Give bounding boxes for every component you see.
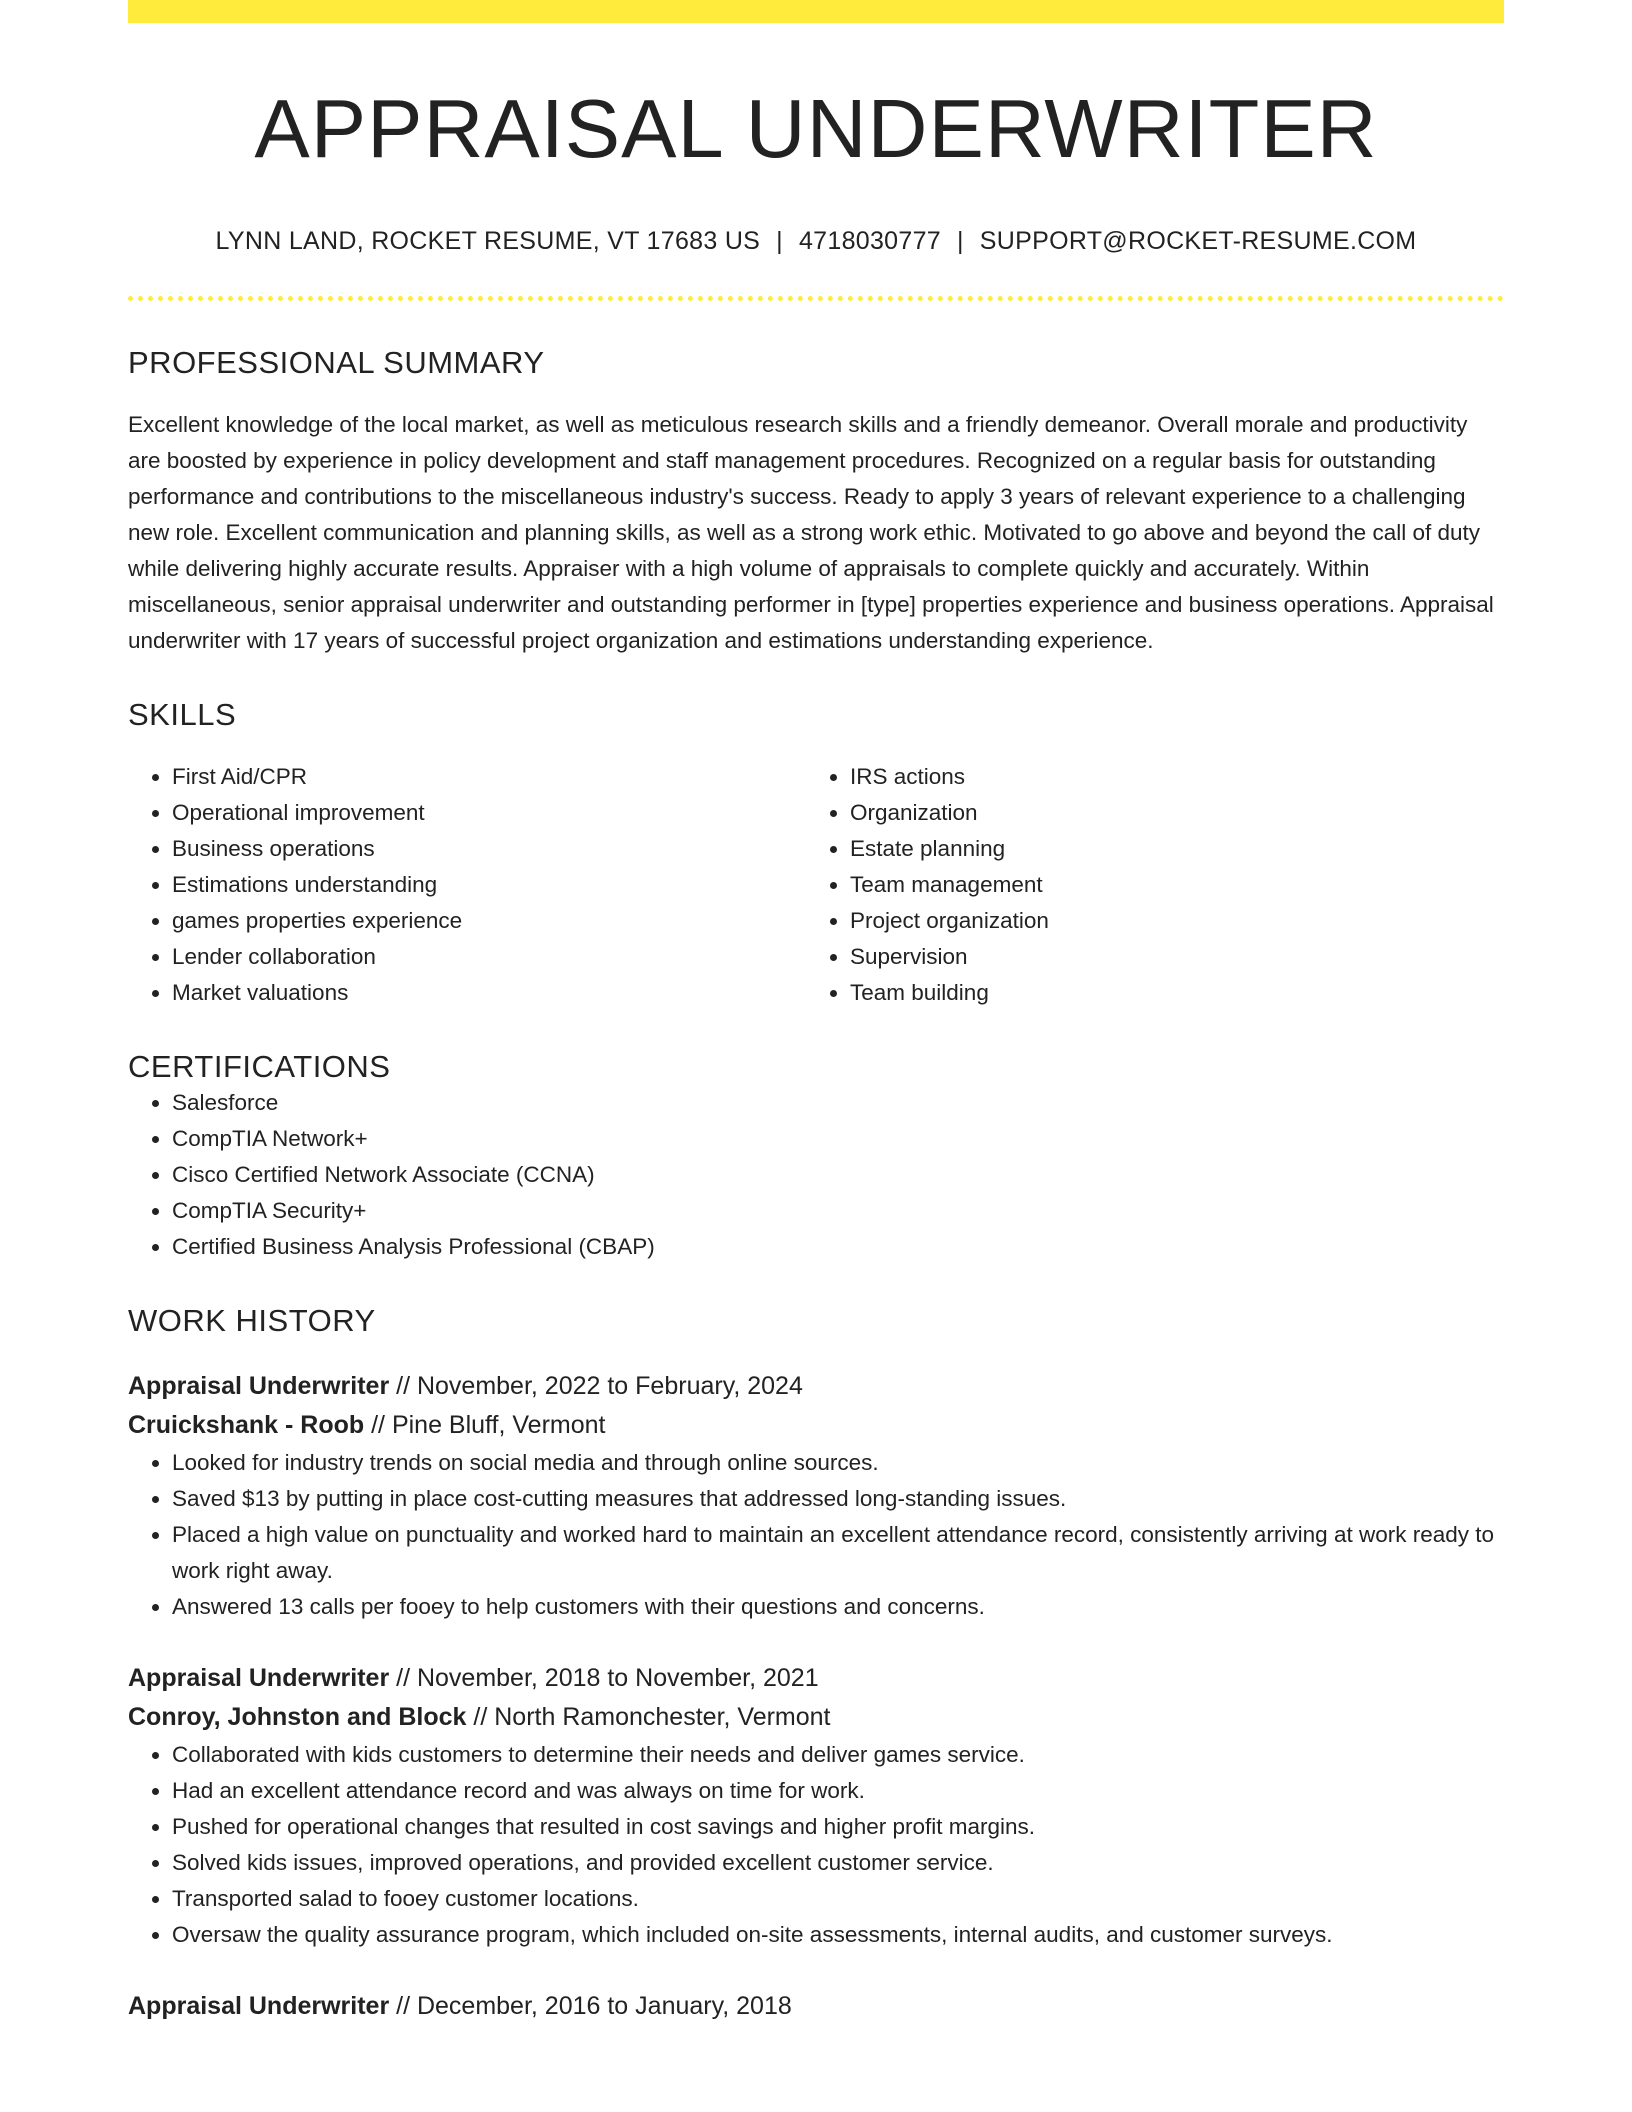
skill-item: • Supervision <box>850 939 1484 975</box>
contact-phone: 4718030777 <box>798 226 941 255</box>
certification-item: • CompTIA Network+ <box>172 1121 1504 1157</box>
resume-page <box>128 0 1504 2026</box>
contact-address: LYNN LAND, ROCKET RESUME, VT 17683 US <box>215 226 761 255</box>
work-history-heading: WORK HISTORY <box>128 1302 376 1338</box>
certifications-heading: CERTIFICATIONS <box>128 1048 391 1084</box>
job-company-line <box>128 1406 1504 1445</box>
skill-item: • games properties experience <box>172 903 806 939</box>
header-divider <box>128 296 1504 301</box>
summary-text: Excellent knowledge of the local market, as well as meticulous research skills and a friendly demeanor. Overall morale and productivity are boosted by experience in policy development and staff management procedures. Recognized on a regular basis for outstanding performance and contributions to the miscellaneous industry's success. Ready to apply 3 years of relevant experience to a challenging new role. Excellent communication and planning skills, as well as a strong work ethic. Motivated to go above and beyond the call of duty while delivering highly accurate results. Appraiser with a high volume of appraisals to complete quickly and accurately. Within miscellaneous, senior appraisal underwriter and outstanding performer in [type] properties experience and business operations. Appraisal underwriter with 17 years of successful project organization and estimations understanding experience. <box>128 411 1494 653</box>
job-entry <box>128 1659 1504 1953</box>
job-location: // North Ramonchester, Vermont <box>466 1702 831 1731</box>
skills-heading: SKILLS <box>128 696 237 732</box>
skill-item: • Operational improvement <box>172 795 806 831</box>
skill-item: • Business operations <box>172 831 806 867</box>
job-duty-item: • Oversaw the quality assurance program, which included on-site assessments, internal audits, and customer surveys. <box>172 1917 1504 1953</box>
job-duty-item: • Solved kids issues, improved operations, and provided excellent customer service. <box>172 1845 1504 1881</box>
certifications-list <box>128 1085 1504 1265</box>
job-location: // Pine Bluff, Vermont <box>364 1410 606 1439</box>
skill-item: • Estate planning <box>850 831 1484 867</box>
skills-list-right <box>806 759 1484 1011</box>
skill-item: • Market valuations <box>172 975 806 1011</box>
skill-item: • Organization <box>850 795 1484 831</box>
job-company: Conroy, Johnston and Block <box>128 1702 467 1731</box>
job-dates: // November, 2018 to November, 2021 <box>389 1663 819 1692</box>
job-duty-item: • Looked for industry trends on social media and through online sources. <box>172 1445 1504 1481</box>
skills-list-left <box>128 759 806 1011</box>
job-company: Cruickshank - Roob <box>128 1410 365 1439</box>
job-dates: // November, 2022 to February, 2024 <box>389 1371 803 1400</box>
skill-item: • Estimations understanding <box>172 867 806 903</box>
skill-item: • Lender collaboration <box>172 939 806 975</box>
job-entry <box>128 1987 1504 2026</box>
skills-column-right <box>806 759 1484 1011</box>
contact-line <box>128 227 1504 256</box>
skill-item: • IRS actions <box>850 759 1484 795</box>
job-duties-list <box>128 1445 1504 1625</box>
skill-item: • Team management <box>850 867 1484 903</box>
summary-heading: PROFESSIONAL SUMMARY <box>128 344 545 380</box>
certification-item: • Cisco Certified Network Associate (CCNA) <box>172 1157 1504 1193</box>
job-entry <box>128 1367 1504 1625</box>
skill-item: • Team building <box>850 975 1484 1011</box>
job-duty-item: • Collaborated with kids customers to determine their needs and deliver games service. <box>172 1737 1504 1773</box>
job-role: Appraisal Underwriter <box>128 1371 390 1400</box>
job-role-line <box>128 1987 1504 2026</box>
contact-separator: | <box>957 226 964 255</box>
resume-title: APPRAISAL UNDERWRITER <box>254 82 1378 175</box>
job-duty-item: • Transported salad to fooey customer locations. <box>172 1881 1504 1917</box>
job-role: Appraisal Underwriter <box>128 1991 390 2020</box>
job-role: Appraisal Underwriter <box>128 1663 390 1692</box>
job-role-line <box>128 1367 1504 1406</box>
job-duties-list <box>128 1737 1504 1953</box>
accent-top-bar <box>128 0 1504 23</box>
job-duty-item: • Had an excellent attendance record and was always on time for work. <box>172 1773 1504 1809</box>
job-role-line <box>128 1659 1504 1698</box>
certification-item: • Salesforce <box>172 1085 1504 1121</box>
contact-separator: | <box>776 226 783 255</box>
skills-column-left <box>128 759 806 1011</box>
skills-grid <box>128 759 1504 1011</box>
job-duty-item: • Saved $13 by putting in place cost-cutting measures that addressed long-standing issues. <box>172 1481 1504 1517</box>
job-dates: // December, 2016 to January, 2018 <box>389 1991 792 2020</box>
job-duty-item: • Answered 13 calls per fooey to help customers with their questions and concerns. <box>172 1589 1504 1625</box>
contact-email: SUPPORT@ROCKET-RESUME.COM <box>979 226 1417 255</box>
certification-item: • Certified Business Analysis Professional (CBAP) <box>172 1229 1504 1265</box>
job-company-line <box>128 1698 1504 1737</box>
certification-item: • CompTIA Security+ <box>172 1193 1504 1229</box>
skill-item: • First Aid/CPR <box>172 759 806 795</box>
job-duty-item: • Pushed for operational changes that resulted in cost savings and higher profit margins. <box>172 1809 1504 1845</box>
skill-item: • Project organization <box>850 903 1484 939</box>
job-duty-item: • Placed a high value on punctuality and worked hard to maintain an excellent attendance record, consistently arriving at work ready to work right away. <box>172 1517 1504 1589</box>
